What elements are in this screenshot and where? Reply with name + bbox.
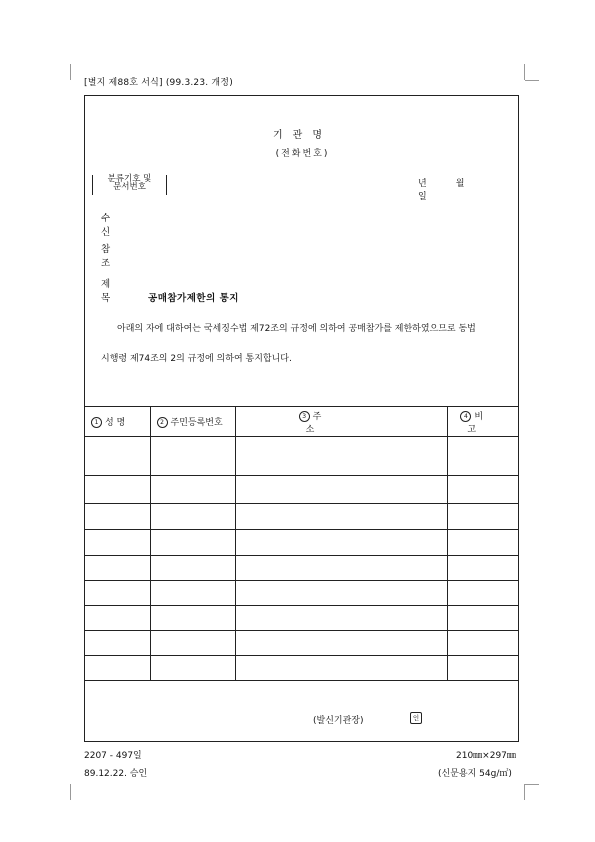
circled-number: 3 [299,411,310,422]
body-line-2: 시행령 제74조의 2의 규정에 의하여 통지합니다. [101,354,292,364]
table-row [85,530,518,556]
table-cell[interactable] [235,504,447,530]
table-cell[interactable] [85,530,150,556]
table-cell[interactable] [235,656,447,681]
table-cell[interactable] [150,581,235,606]
table-row [85,656,518,681]
table-row [85,581,518,606]
circled-number: 1 [91,417,102,428]
month-label: 월 [455,179,494,189]
crop-mark [524,64,525,80]
notice-body [101,314,511,374]
crop-mark [525,784,539,785]
table-cell[interactable] [85,504,150,530]
recipient-label: 수신 [101,213,131,238]
table-cell[interactable] [150,606,235,631]
table-cell[interactable] [85,631,150,656]
reference-field [101,241,145,269]
table-cell[interactable] [235,581,447,606]
table-cell[interactable] [150,476,235,504]
footer-paper-type: (신문용지 54g/㎡) [438,769,512,779]
column-header-id-number: 2 주민등록번호 [150,407,235,437]
sender-title: (발신기관장) [313,716,364,726]
footer-code: 2207 - 497일 [84,751,142,761]
crop-mark [525,80,539,81]
table-cell[interactable] [150,530,235,556]
subject-value: 공매참가제한의 통지 [148,293,239,304]
crop-mark [70,64,71,80]
table-row [85,437,518,476]
table-row [85,556,518,581]
reference-label: 참조 [101,244,131,269]
year-label: 년 [418,179,456,189]
table-cell[interactable] [150,437,235,476]
subject-label: 제목 [101,279,131,304]
table-cell[interactable] [447,476,518,504]
table-cell[interactable] [447,631,518,656]
table-cell[interactable] [235,631,447,656]
table-cell[interactable] [85,581,150,606]
table-cell[interactable] [150,556,235,581]
person-table [85,406,518,681]
table-cell[interactable] [235,606,447,631]
body-line-1: 아래의 자에 대하여는 국세징수법 제72조의 규정에 의하여 공매참가를 제한하였으므로 동법 [117,324,476,334]
table-cell[interactable] [447,556,518,581]
crop-mark [524,784,525,800]
recipient-field [101,210,145,238]
form-frame [84,95,519,742]
table-cell[interactable] [235,556,447,581]
table-header-row [85,407,518,437]
day-label: 일 [418,192,456,202]
table-cell[interactable] [150,631,235,656]
seal-mark: 인 [410,712,422,724]
classification-label-2: 문서번호 [113,182,146,192]
table-cell[interactable] [447,581,518,606]
table-cell[interactable] [150,656,235,681]
table-cell[interactable] [447,530,518,556]
crop-mark [70,784,71,800]
table-cell[interactable] [85,606,150,631]
column-header-remarks: 4 비 고 [447,407,518,437]
table-cell[interactable] [235,437,447,476]
table-cell[interactable] [85,476,150,504]
table-cell[interactable] [447,656,518,681]
table-row [85,476,518,504]
circled-number: 2 [157,417,168,428]
footer-approval: 89.12.22. 승인 [84,769,148,779]
subject-field [101,276,239,304]
table-cell[interactable] [85,556,150,581]
classification-number-box [92,175,167,195]
table-row [85,504,518,530]
table-cell[interactable] [447,504,518,530]
table-cell[interactable] [447,437,518,476]
form-number-note: [별지 제88호 서식] (99.3.23. 개정) [84,78,233,88]
column-header-address: 3 주 소 [235,407,447,437]
table-cell[interactable] [447,606,518,631]
classification-label-1: 분류기호 및 [107,174,152,184]
agency-name: 기관명 [273,130,332,141]
table-row [85,606,518,631]
table-cell[interactable] [235,476,447,504]
table-row [85,631,518,656]
circled-number: 4 [460,411,471,422]
column-header-name: 1 성 명 [85,407,150,437]
agency-phone: (전화번호) [275,149,330,159]
table-cell[interactable] [150,504,235,530]
date-field [418,176,518,202]
table-cell[interactable] [85,437,150,476]
footer-paper-size: 210㎜×297㎜ [456,751,516,761]
table-cell[interactable] [235,530,447,556]
table-cell[interactable] [85,656,150,681]
